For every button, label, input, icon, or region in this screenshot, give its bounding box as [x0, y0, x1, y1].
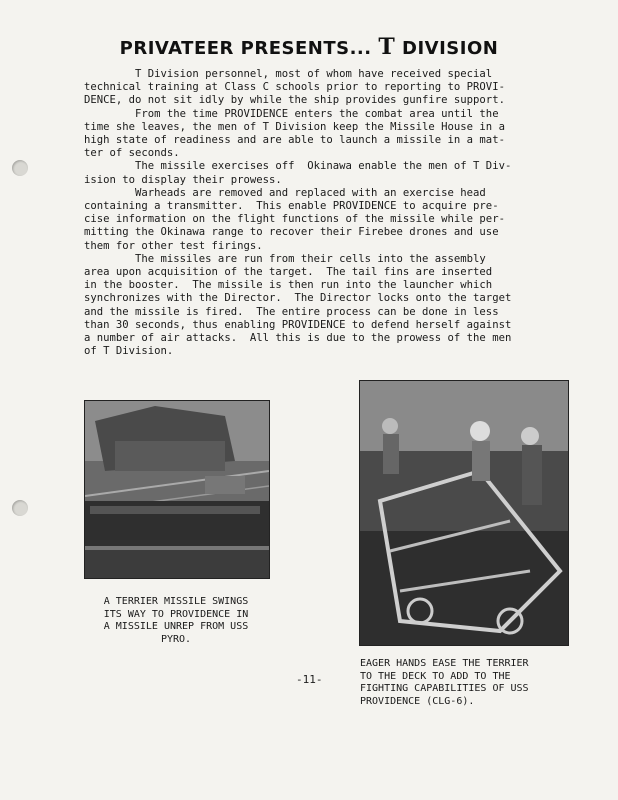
unrep-photo: [84, 400, 270, 579]
title-mark: T: [378, 34, 396, 60]
page-number: -11-: [296, 673, 323, 686]
title-prefix: PRIVATEER PRESENTS...: [119, 38, 372, 59]
title-suffix: DIVISION: [402, 38, 499, 59]
article-body: T Division personnel, most of whom have received special technical training at Class C schools prior to reporting to PROVI- DENCE, do not sit idly by while the ship provides gunfire support. From the time PROVIDENCE enters the combat area until the time she leaves, the men of T Division keep the Missile House in a high state of readiness and are able to launch a missile in a mat- ter of seconds. The missile exercises off Okinawa enable the men of T Div- ision to display their prowess. Warheads are removed and replaced with an exercise head containing a transmitter. This enable PROVIDENCE to acquire pre- cise information on the flight functions of the missile while per- mitting the Okinawa range to recover their Firebee drones and use them for other test firings. The missiles are run from their cells into the assembly area upon acquisition of the target. The tail fins are inserted in the booster. The missile is then run into the launcher which synchronizes with the Director. The Director locks onto the target and the missile is fired. The entire process can be done in less than 30 seconds, thus enabling PROVIDENCE to defend herself against a number of air attacks. All this is due to the prowess of the men of T Division.: [84, 68, 512, 358]
punch-hole-icon: [12, 500, 28, 516]
punch-hole-icon: [12, 160, 28, 176]
terrier-deck-photo: [359, 380, 569, 646]
left-photo-caption: A TERRIER MISSILE SWINGS ITS WAY TO PROVIDENCE IN A MISSILE UNREP FROM USS PYRO.: [103, 596, 249, 645]
ship-photo-icon: [85, 401, 269, 578]
page-title: [0, 34, 618, 60]
right-photo-caption: EAGER HANDS EASE THE TERRIER TO THE DECK TO ADD TO THE FIGHTING CAPABILITIES OF USS PROVIDENCE (CLG-6).: [360, 658, 529, 707]
missile-cradle-photo-icon: [360, 381, 568, 645]
